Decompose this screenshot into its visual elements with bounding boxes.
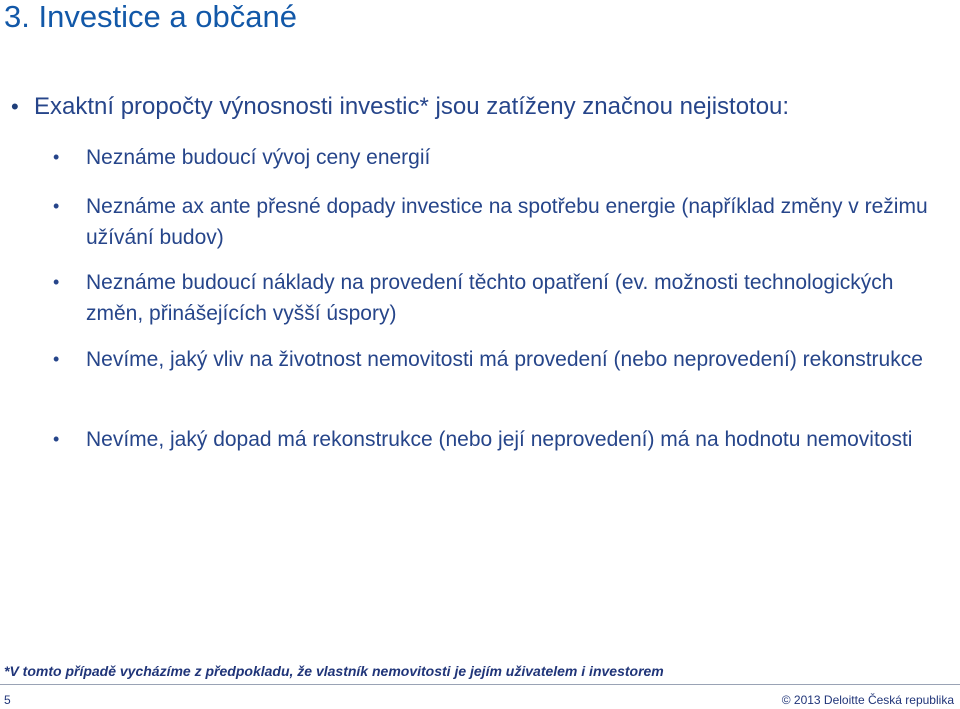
bullet-icon: • <box>53 272 60 292</box>
lead-text: Exaktní propočty výnosnosti investic* jsou zatíženy značnou nejistotou: <box>34 93 790 120</box>
sub-bullet-text: Neznáme budoucí vývoj ceny energií <box>86 146 431 169</box>
lead-bullet <box>0 88 960 126</box>
bullet-icon: • <box>53 429 60 449</box>
slide-title: 3. Investice a občané <box>4 0 297 34</box>
bullet-icon: • <box>53 147 60 167</box>
footer-divider <box>0 684 960 685</box>
bullet-icon: • <box>53 349 60 369</box>
copyright: © 2013 Deloitte Česká republika <box>781 693 954 707</box>
sub-bullet-text: Nevíme, jaký dopad má rekonstrukce (nebo její neprovedení) má na hodnotu nemovitosti <box>86 428 913 451</box>
sub-bullet-text: Neznáme budoucí náklady na provedení těchto opatření (ev. možnosti technologických změn, přinášejících vyšší úspory) <box>86 271 894 325</box>
sub-bullet-text: Nevíme, jaký vliv na životnost nemovitosti má provedení (nebo neprovedení) rekonstrukce <box>86 348 923 371</box>
footnote: *V tomto případě vycházíme z předpokladu, že vlastník nemovitosti je jejím uživatelem i investorem <box>4 663 664 679</box>
sub-bullet-text: Neznáme ax ante přesné dopady investice na spotřebu energie (například změny v režimu užívání budov) <box>86 195 928 249</box>
bullet-icon: • <box>53 196 60 216</box>
page-number: 5 <box>4 693 11 707</box>
bullet-icon: • <box>11 94 19 119</box>
